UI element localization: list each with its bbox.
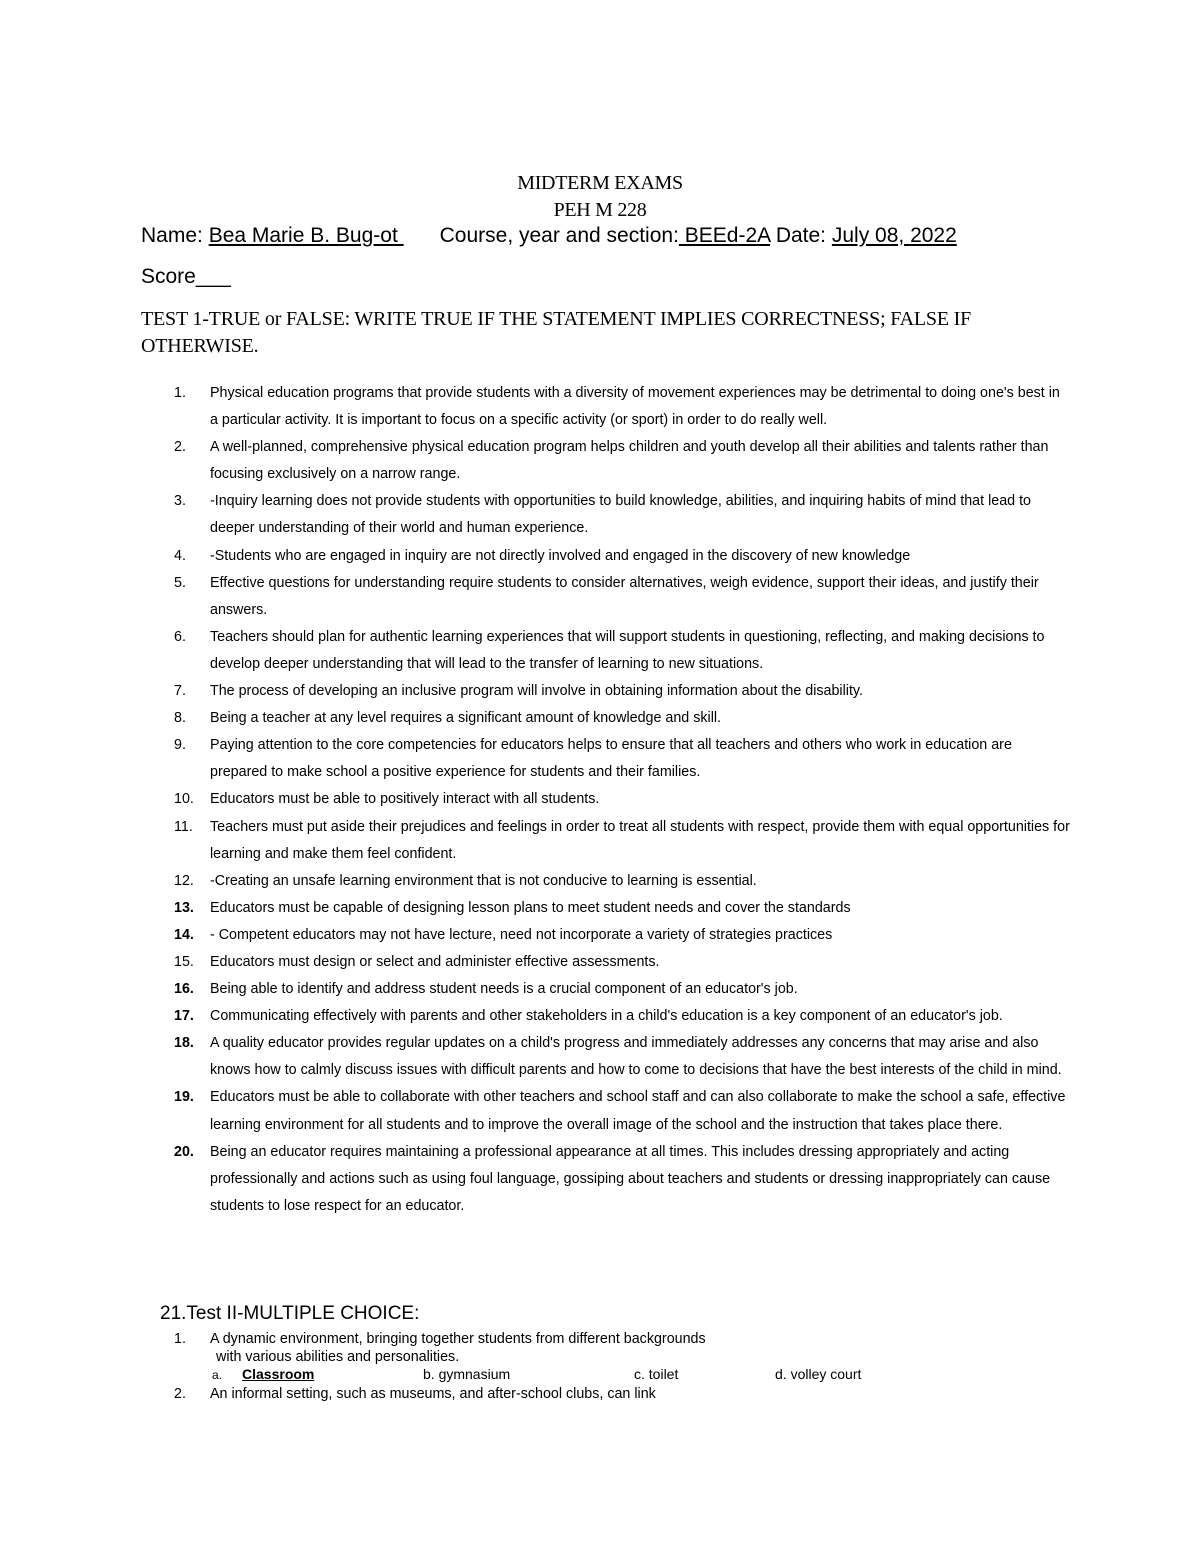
tf-item-text: Educators must be able to positively interact with all students. — [210, 791, 600, 808]
tf-item — [141, 570, 1071, 624]
tf-item-number: 12. — [174, 872, 194, 889]
mc-question-number: 1. — [174, 1331, 186, 1347]
tf-item-number: 19. — [174, 1089, 194, 1106]
test1-instructions: TEST 1-TRUE or FALSE: WRITE TRUE IF THE STATEMENT IMPLIES CORRECTNESS; FALSE IF OTHERWISE. — [141, 308, 972, 357]
tf-item-number: 5. — [174, 574, 186, 591]
tf-item-text: -Students who are engaged in inquiry are not directly involved and engaged in the discovery of new knowledge — [210, 547, 911, 564]
tf-item-text: Educators must be capable of designing lesson plans to meet student needs and cover the standards — [210, 899, 851, 916]
mc-question-text: A dynamic environment, bringing together students from different backgrounds — [210, 1331, 706, 1347]
multiple-choice-list — [141, 1330, 1071, 1403]
tf-item — [141, 1030, 1071, 1084]
exam-title: MIDTERM EXAMS — [517, 172, 683, 194]
tf-item — [141, 732, 1071, 786]
tf-item — [141, 678, 1071, 705]
tf-item-text: - Competent educators may not have lecture, need not incorporate a variety of strategies practices — [210, 926, 833, 943]
tf-item-number: 20. — [174, 1143, 194, 1160]
tf-item-text: A quality educator provides regular updates on a child's progress and immediately addresses any concerns that may arise and also knows how to calmly discuss issues with difficult parents and how to come to decisions that have the best interests of the child in mind. — [210, 1035, 1062, 1079]
tf-item — [141, 786, 1071, 813]
tf-item — [141, 380, 1071, 434]
tf-item-text: -Inquiry learning does not provide students with opportunities to build knowledge, abilities, and inquiring habits of mind that lead to deeper understanding of their world and human experience. — [210, 493, 1031, 537]
tf-item — [141, 922, 1071, 949]
tf-item-text: Communicating effectively with parents and other stakeholders in a child's education is a key component of an educator's job. — [210, 1008, 1003, 1025]
tf-item — [141, 1139, 1071, 1220]
choice-c[interactable]: c. toilet — [634, 1366, 679, 1382]
tf-item-number: 16. — [174, 981, 194, 998]
tf-item-number: 17. — [174, 1008, 194, 1025]
tf-item — [141, 949, 1071, 976]
mc-question-number: 2. — [174, 1386, 186, 1402]
tf-item — [141, 488, 1071, 542]
mc-choices — [141, 1366, 1071, 1385]
name-value: Bea Marie B. Bug-ot — [208, 224, 404, 247]
tf-item — [141, 1084, 1071, 1138]
mc-question-1 — [141, 1330, 1071, 1366]
mc-question-2 — [141, 1385, 1071, 1403]
course-code: PEH M 228 — [553, 199, 647, 221]
tf-item-number: 2. — [174, 439, 186, 456]
true-false-list — [141, 380, 1071, 1220]
date-value: July 08, 2022 — [831, 224, 957, 247]
tf-item-text: Educators must design or select and administer effective assessments. — [210, 953, 660, 970]
choice-a[interactable] — [212, 1366, 314, 1382]
tf-item-number: 7. — [174, 683, 186, 700]
tf-item-number: 1. — [174, 385, 186, 401]
tf-item — [141, 868, 1071, 895]
mc-question-text: An informal setting, such as museums, and after-school clubs, can link — [210, 1386, 656, 1402]
test2-heading: 21.Test II-MULTIPLE CHOICE: — [160, 1303, 420, 1324]
tf-item-text: -Creating an unsafe learning environment that is not conducive to learning is essential. — [210, 872, 757, 889]
choice-a-text: Classroom — [242, 1366, 315, 1382]
name-label: Name: — [141, 224, 209, 247]
choice-d[interactable]: d. volley court — [775, 1366, 862, 1382]
tf-item-text: Being an educator requires maintaining a professional appearance at all times. This includes dressing appropriately and acting professionally and actions such as using foul language, gossiping about teachers and students or dressing inappropriately can cause students to lose respect for an educator. — [210, 1143, 1051, 1214]
tf-item-text: Physical education programs that provide students with a diversity of movement experiences may be detrimental to doing one's best in a particular activity. It is important to focus on a specific activity (or sport) in order to do really well. — [210, 385, 1060, 429]
tf-item-text: A well-planned, comprehensive physical education program helps children and youth develop all their abilities and talents rather than focusing exclusively on a narrow range. — [210, 439, 1049, 483]
tf-item-text: Educators must be able to collaborate with other teachers and school staff and can also collaborate to make the school a safe, effective learning environment for all students and to improve the overall image of the school and the instruction that takes place there. — [210, 1089, 1066, 1133]
tf-item-text: Paying attention to the core competencies for educators helps to ensure that all teachers and others who work in education are prepared to make school a positive experience for students and their families. — [210, 737, 1012, 781]
choice-b[interactable]: b. gymnasium — [423, 1366, 511, 1382]
student-info-line — [141, 224, 957, 248]
tf-item-text: Being able to identify and address student needs is a crucial component of an educator's job. — [210, 981, 798, 998]
tf-item-number: 10. — [174, 791, 194, 808]
mc-question-text-cont: with various abilities and personalities. — [216, 1349, 460, 1365]
tf-item — [141, 976, 1071, 1003]
score-line: Score___ — [141, 265, 231, 288]
tf-item-number: 15. — [174, 953, 194, 970]
tf-item-number: 9. — [174, 737, 186, 754]
tf-item-number: 3. — [174, 493, 186, 510]
tf-item — [141, 543, 1071, 570]
tf-item-number: 13. — [174, 899, 194, 916]
tf-item-number: 6. — [174, 628, 186, 645]
tf-item-number: 4. — [174, 547, 186, 564]
date-label: Date: — [769, 224, 832, 247]
tf-item — [141, 814, 1071, 868]
tf-item — [141, 705, 1071, 732]
tf-item — [141, 624, 1071, 678]
choice-a-letter: a. — [212, 1368, 223, 1382]
tf-item — [141, 434, 1071, 488]
tf-item-text: The process of developing an inclusive program will involve in obtaining information about the disability. — [210, 683, 863, 700]
tf-item-number: 18. — [174, 1035, 194, 1052]
tf-item-number: 8. — [174, 710, 186, 727]
tf-item — [141, 895, 1071, 922]
tf-item-text: Being a teacher at any level requires a significant amount of knowledge and skill. — [210, 710, 722, 727]
course-value: BEEd-2A — [678, 224, 770, 247]
tf-item-text: Effective questions for understanding require students to consider alternatives, weigh evidence, support their ideas, and justify their answers. — [210, 574, 1039, 618]
tf-item — [141, 1003, 1071, 1030]
tf-item-number: 14. — [174, 926, 194, 943]
course-label: Course, year and section: — [439, 224, 679, 247]
tf-item-number: 11. — [174, 818, 193, 835]
tf-item-text: Teachers must put aside their prejudices and feelings in order to treat all students with respect, provide them with equal opportunities for learning and make them feel confident. — [210, 818, 1070, 862]
tf-item-text: Teachers should plan for authentic learning experiences that will support students in questioning, reflecting, and making decisions to develop deeper understanding that will lead to the transfer of learning to new situations. — [210, 628, 1045, 672]
